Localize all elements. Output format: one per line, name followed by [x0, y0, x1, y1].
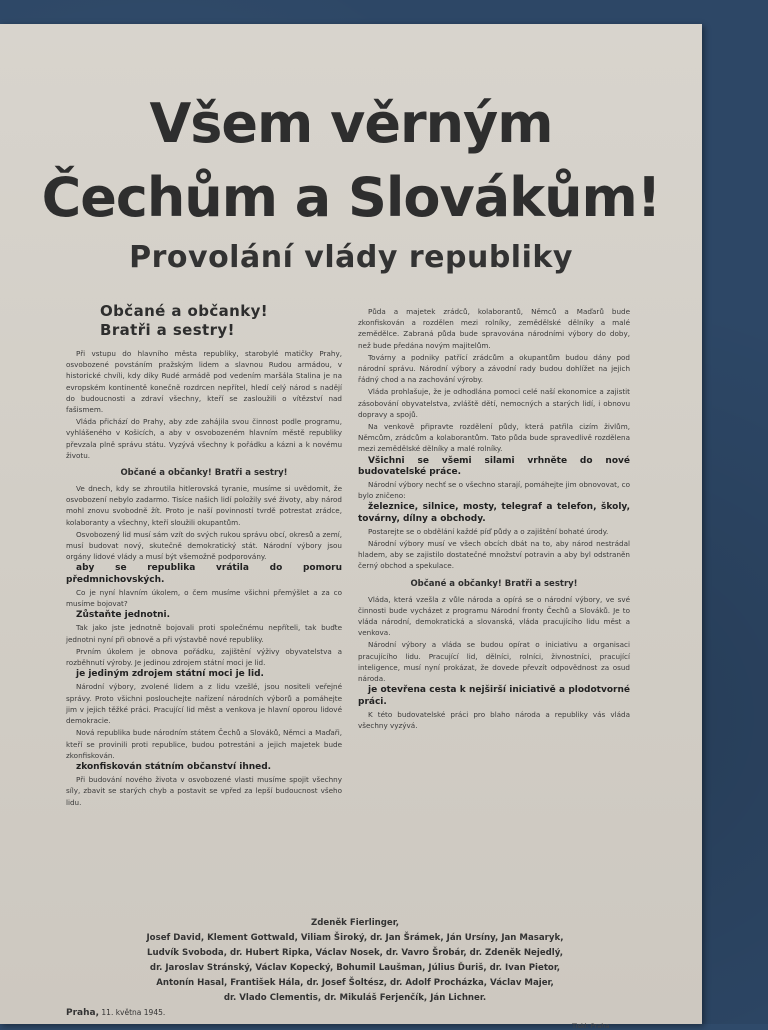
- emphasis-paragraph: aby se republika vrátila do pomoru předmnichovských.: [66, 563, 342, 585]
- signature-line: dr. Jaroslav Stránský, Václav Kopecký, Bohumil Laušman, Július Ďuriš, dr. Ivan Pietor,: [149, 963, 561, 973]
- left-column: [66, 302, 342, 809]
- body-paragraph: Tak jako jste jednotně bojovali proti společnému nepříteli, tak buďte jednotni nyní při obnově a při výstavbě nové republiky.: [66, 623, 342, 644]
- poster-sheet: [0, 24, 702, 1030]
- place-date: [66, 1008, 165, 1018]
- body-paragraph: Vláda prohlašuje, že je odhodlána pomoci celé naší ekonomice a zajistit zásobování obyvatelstva, zvláště dětí, nemocných a starých lidí, i obnovu dopravy a spojů.: [358, 387, 630, 419]
- greeting-line2: Bratři a sestry!: [100, 321, 235, 339]
- right-column: [358, 306, 630, 732]
- place: Praha,: [66, 1008, 100, 1018]
- body-paragraph: Při budování nového života v osvobozené vlasti musíme spojit všechny síly, zbavit se starých chyb a postavit se vpřed za lepší budoucnost všeho lidu.: [66, 775, 342, 807]
- emphasis-paragraph: zkonfiskován státním občanství ihned.: [76, 761, 272, 772]
- emphasis-paragraph: je otevřena cesta k nejširší iniciativě a plodotvorné práci.: [358, 685, 630, 707]
- body-paragraph: Vláda, která vzešla z vůle národa a opírá se o národní výbory, ve své činnosti bude vycházet z programu Národní fronty Čechů a Slováků. Je to vláda národní, demokratická a slovanská, vláda pracujícího lidu měst a venkova.: [358, 594, 630, 638]
- body-paragraph: Národní výbory a vláda se budou opírat o iniciativu a organisaci pracujícího lidu. Pracující lid, dělníci, rolníci, živnostníci, pracující inteligence, musí nyní prokázat, že dovede převzít odpovědnost za osud národa.: [358, 640, 630, 684]
- signature-line: Zdeněk Fierlinger,: [311, 918, 399, 928]
- body-paragraph: Co je nyní hlavním úkolem, o čem musíme všichni přemýšlet a za co musíme bojovat?: [66, 587, 342, 609]
- poster-title-line2: Čechům a Slovákům!: [41, 166, 661, 229]
- body-paragraph: Továrny a podniky patřící zrádcům a okupantům budou dány pod národní správu. Národní výbory a závodní rady budou dohlížet na jejich řádný chod a na zachování výroby.: [358, 352, 630, 385]
- body-paragraph: K této budovatelské práci pro blaho národa a republiky vás vláda všechny vyzývá.: [358, 709, 630, 730]
- signature-line: Josef David, Klement Gottwald, Viliam Široký, dr. Jan Šrámek, Ján Ursíny, Jan Masaryk,: [146, 933, 564, 943]
- body-paragraph: Vláda přichází do Prahy, aby zde zahájila svou činnost podle programu, vyhlášeného v Košicích, a aby v osvobozeném hlavním městě republiky převzala plně správu státu. Vyzývá všechny k pořádku a kázni a k novému životu.: [66, 417, 342, 460]
- signature-line: Antonín Hasal, František Hála, dr. Josef Šoltész, dr. Adolf Procházka, Václav Majer,: [156, 978, 554, 988]
- printer-mark: Tiskl: Praha: [572, 1022, 610, 1030]
- body-paragraph: Nová republika bude národním státem Čechů a Slováků, Němci a Maďaři, kteří se provinili proti republice, budou potrestáni a jejich majetek bude zkonfiskován.: [66, 728, 342, 760]
- section-heading: Občané a občanky! Bratři a sestry!: [120, 468, 288, 479]
- section-heading: Občané a občanky! Bratři a sestry!: [410, 578, 578, 589]
- poster-subtitle: Provolání vlády republiky: [129, 240, 573, 275]
- signature-line: dr. Vlado Clementis, dr. Mikuláš Ferjenčík, Ján Lichner.: [223, 993, 487, 1003]
- greeting-line1: Občané a občanky!: [100, 302, 269, 320]
- body-paragraph: Postarejte se o obdělání každé píď půdy a o zajištění bohaté úrody.: [368, 526, 609, 536]
- body-paragraph: Osvobozený lid musí sám vzít do svých rukou správu obcí, okresů a zemí, musí budovat nový, skutečně demokratický stát. Národní výbory jsou orgány lidové vlády a musí být všemožně podporovány.: [66, 529, 342, 562]
- signatures-block: [60, 916, 650, 1006]
- body-paragraph: Národní výbory, zvolené lidem a z lidu vzešlé, jsou nositeli veřejné správy. Proto všichni poslouchejte nařízení národních výborů a pomáhejte jim v jejich těžké práci. Pracující lid měst a venkova je hlavní oporou lidové demokracie.: [66, 682, 342, 726]
- body-paragraph: Ve dnech, kdy se zhroutila hitlerovská tyranie, musíme si uvědomit, že osvobození nebylo zadarmo. Tisíce našich lidí položily své životy, aby národ mohl znovu svobodně žít. Proto je naší povinností tvrdě potrestat zrádce, kolaboranty a všechny, kteří sloužili okupantům.: [66, 484, 342, 527]
- date: 11. května 1945.: [101, 1008, 166, 1017]
- body-paragraph: Prvním úkolem je obnova pořádku, zajištění výživy obyvatelstva a rozběhnutí výroby. Je jedinou zdrojem státní moci je lid.: [66, 646, 342, 668]
- emphasis-paragraph: Všichni se všemi silami vrhněte do nové budovatelské práce.: [358, 455, 630, 477]
- emphasis-paragraph: Zůstaňte jednotni.: [76, 610, 171, 621]
- body-paragraph: Na venkově připravte rozdělení půdy, která patřila cizím živlům, Němcům, zrádcům a kolaborantům. Tato půda bude spravedlivě rozdělena mezi zemědělské dělníky a malé rolníky.: [358, 422, 630, 454]
- right-column-body: [358, 306, 630, 731]
- body-paragraph: Národní výbory nechť se o všechno starají, pomáhejte jim obnovovat, co bylo zničeno:: [358, 480, 630, 501]
- emphasis-paragraph: železnice, silnice, mosty, telegraf a telefon, školy, továrny, dílny a obchody.: [358, 502, 630, 524]
- left-column-body: [66, 348, 342, 808]
- body-paragraph: Národní výbory musí ve všech obcích dbát na to, aby národ nestrádal hladem, aby se zajistilo dostatečné množství potravin a aby byl odstraněn černý obchod a spekulace.: [358, 539, 630, 571]
- poster-title-line1: Všem věrným: [149, 92, 553, 155]
- emphasis-paragraph: je jediným zdrojem státní moci je lid.: [76, 669, 264, 680]
- body-paragraph: Při vstupu do hlavního města republiky, starobylé matičky Prahy, osvobozené povstáním pražským lidem a slavnou Rudou armádou, v historické chvíli, kdy díky Rudé armádě pod vedením maršála Stalina je na evropském kontinentě konečně rozdrcen nepřítel, hledí celý národ s nadějí do budoucnosti a zdraví všechny, kteří se zasloužili o vítězství nad fašismem.: [66, 349, 342, 415]
- body-paragraph: Půda a majetek zrádců, kolaborantů, Němců a Maďarů bude zkonfiskován a rozdělen mezi rolníky, zemědělské dělníky a malé zemědělce. Zabraná půda bude spravována národními výbory do doby, než bude předána novým majitelům.: [358, 307, 630, 350]
- signature-line: Ludvík Svoboda, dr. Hubert Ripka, Václav Nosek, dr. Vavro Šrobár, dr. Zdeněk Nejedlý,: [147, 948, 563, 958]
